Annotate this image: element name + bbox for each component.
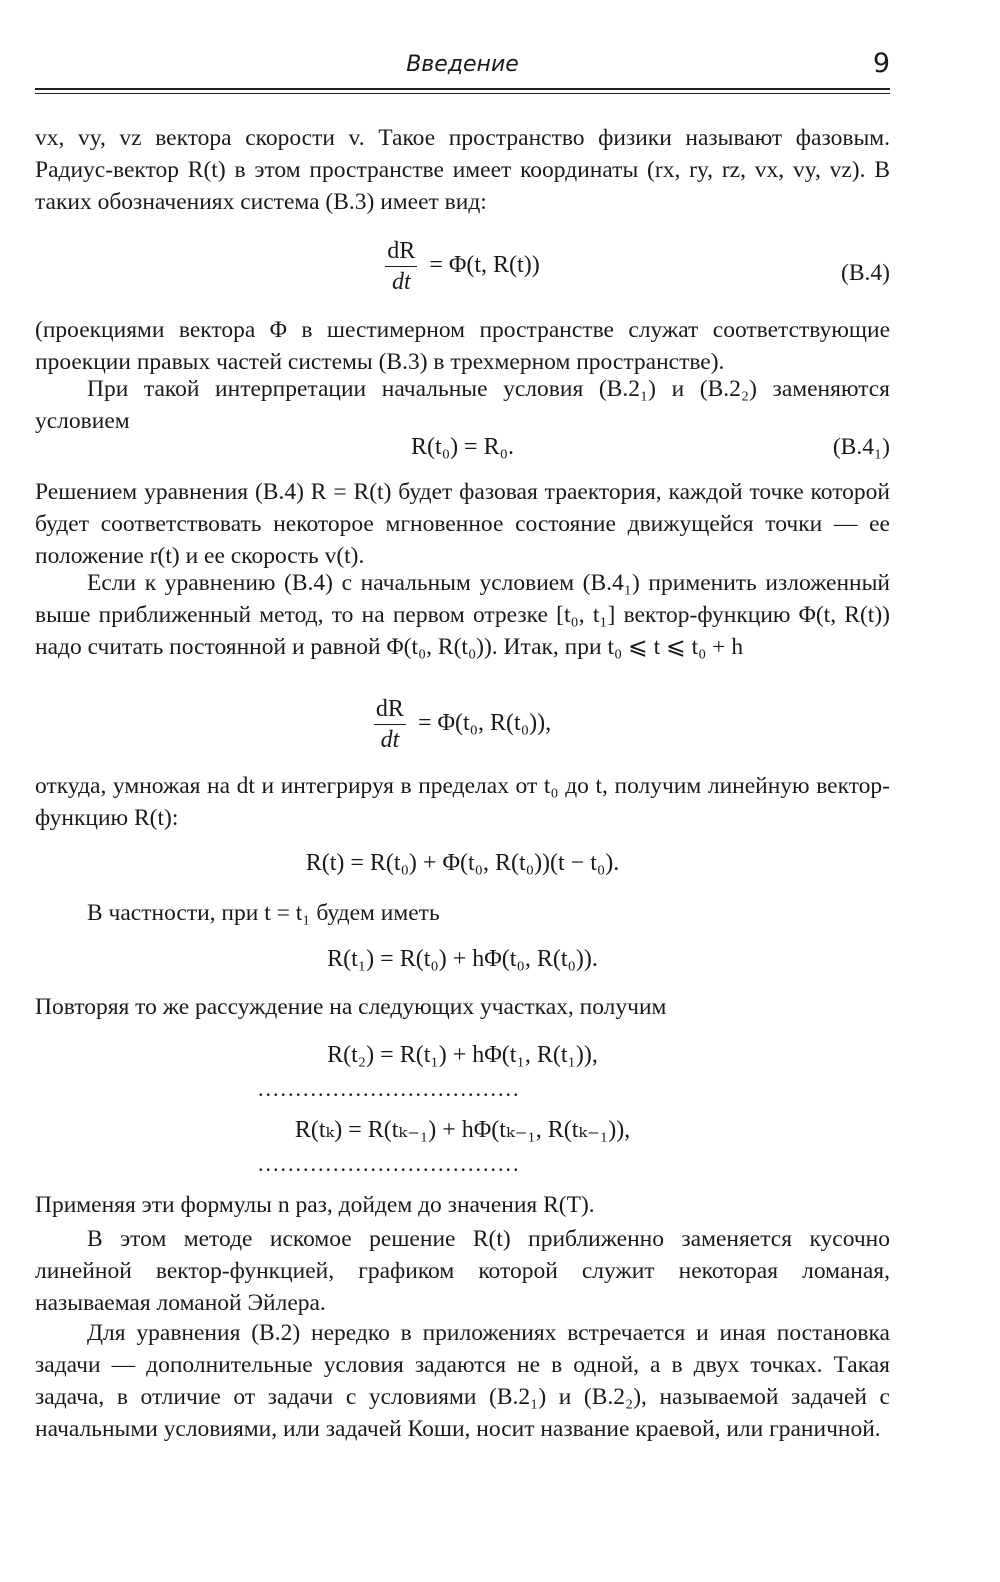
ellipsis-row: ...................................: [258, 1076, 521, 1101]
equation-b41: [35, 432, 890, 462]
paragraph-8: Повторяя то же рассуждение на следующих участках, получим: [35, 994, 667, 1020]
running-title: Введение: [406, 52, 519, 77]
paragraph-4: Решением уравнения (В.4) R = R(t) будет фазовая траектория, каждой точке которой будет соответствовать некоторое мгновенное состояние движущейся точки — ее положение r(t) и ее скорость v(t).: [35, 479, 890, 569]
equation-rhs: = Φ(t₀, R(t₀)),: [417, 710, 552, 737]
page-number: 9: [872, 48, 890, 79]
fraction-denominator: dt: [380, 727, 400, 753]
equation-2: [35, 694, 890, 755]
equation-b4: [35, 236, 890, 297]
fraction: [374, 694, 406, 755]
equation-rhs: = Φ(t, R(t)): [429, 252, 540, 279]
fraction: [385, 236, 417, 297]
paragraph-9: Применяя эти формулы n раз, дойдем до значения R(T).: [35, 1192, 595, 1218]
paragraph-11: Для уравнения (В.2) нередко в приложениях встречается и иная постановка задачи — дополнительные условия задаются не в одной, а в двух точках. Такая задача, в отличие от задачи с условиями (В.2₁) и (В.2₂), называемой задачей с начальными условиями, или задачей Коши, носит название краевой, или граничной.: [35, 1320, 890, 1442]
ellipsis-row: ...................................: [258, 1151, 521, 1176]
fraction-denominator: dt: [391, 269, 411, 295]
equation-6: R(tₖ) = R(tₖ₋₁) + hΦ(tₖ₋₁, R(tₖ₋₁)),: [294, 1117, 631, 1143]
equation-4: R(t₁) = R(t₀) + hΦ(t₀, R(t₀)).: [327, 946, 598, 972]
equation-label: (В.4): [841, 260, 890, 286]
paragraph-2: (проекциями вектора Φ в шестимерном пространстве служат соответствующие проекции правых частей системы (В.3) в трехмерном пространстве).: [35, 317, 890, 375]
paragraph-5: Если к уравнению (В.4) с начальным условием (В.4₁) применить изложенный выше приближенный метод, то на первом отрезке [t₀, t₁] вектор-функцию Φ(t, R(t)) надо считать постоянной и равной Φ(t₀, R(t₀)). Итак, при t₀ ⩽ t ⩽ t₀ + h: [35, 570, 890, 660]
equation-label: (В.4₁): [832, 434, 890, 460]
header-rule: [35, 88, 890, 90]
fraction-numerator: dR: [385, 236, 417, 267]
fraction-numerator: dR: [374, 694, 406, 725]
page-header: [35, 48, 890, 86]
equation-5: R(t₂) = R(t₁) + hΦ(t₁, R(t₁)),: [327, 1042, 598, 1068]
paragraph-1: vx, vy, vz вектора скорости v. Такое пространство физики называют фазовым. Радиус-вектор R(t) в этом пространстве имеет координаты (rx, ry, rz, vx, vy, vz). В таких обозначениях система (В.3) имеет вид:: [35, 125, 890, 215]
header-rule-thin: [35, 93, 890, 94]
paragraph-6: откуда, умножая на dt и интегрируя в пределах от t₀ до t, получим линейную вектор-функцию R(t):: [35, 773, 890, 831]
paragraph-7: В частности, при t = t₁ будем иметь: [87, 900, 440, 926]
paragraph-3: При такой интерпретации начальные условия (В.2₁) и (В.2₂) заменяются условием: [35, 376, 890, 434]
equation-3: R(t) = R(t₀) + Φ(t₀, R(t₀))(t − t₀).: [305, 850, 620, 876]
equation-text: R(t₀) = R₀.: [411, 434, 514, 460]
paragraph-10: В этом методе искомое решение R(t) приближенно заменяется кусочно линейной вектор-функцией, графиком которой служит некоторая ломаная, называемая ломаной Эйлера.: [35, 1226, 890, 1316]
